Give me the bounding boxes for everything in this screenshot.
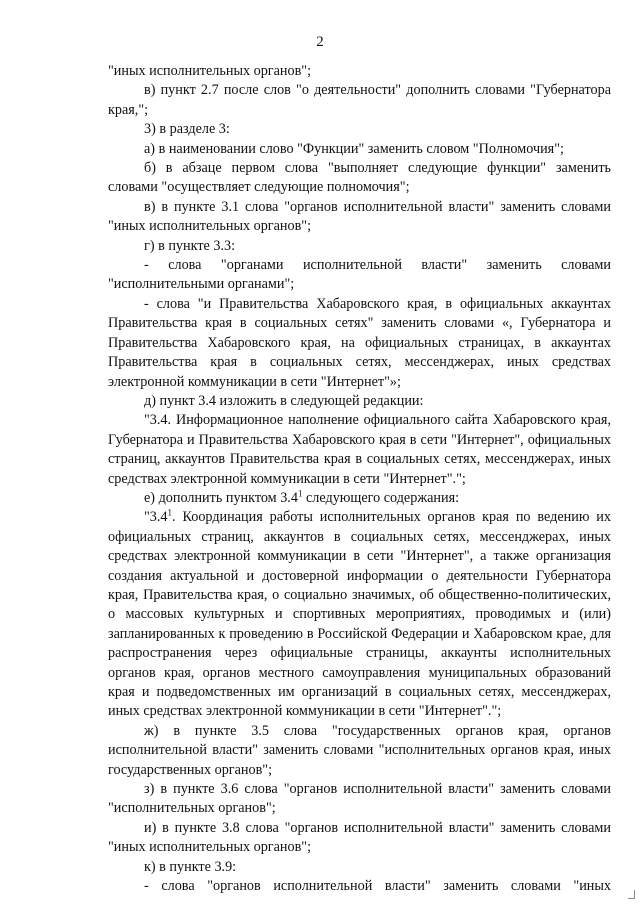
scan-edge-mark bbox=[628, 890, 635, 899]
paragraph-text-before: е) дополнить пунктом 3.4 bbox=[144, 489, 298, 506]
paragraph bbox=[108, 508, 611, 721]
document-body bbox=[108, 62, 611, 896]
paragraph: з) в пункте 3.6 слова "органов исполнительной власти" заменить словами "исполнительных органов"; bbox=[108, 781, 611, 817]
page-number: 2 bbox=[316, 34, 324, 50]
paragraph: а) в наименовании слово "Функции" заменить словом "Полномочия"; bbox=[144, 140, 564, 157]
paragraph: к) в пункте 3.9: bbox=[144, 858, 237, 875]
paragraph: "иных исполнительных органов"; bbox=[108, 63, 312, 79]
paragraph bbox=[108, 489, 611, 508]
paragraph-text-after: следующего содержания: bbox=[302, 489, 460, 506]
paragraph: в) пункт 2.7 после слов "о деятельности" дополнить словами "Губернатора края,"; bbox=[108, 82, 611, 118]
paragraph-text-before: "3.4 bbox=[144, 509, 168, 526]
paragraph: г) в пункте 3.3: bbox=[144, 237, 236, 254]
paragraph: ж) в пункте 3.5 слова "государственных органов края, органов исполнительной власти" заменить словами "исполнительных органов края, иных государственных органов"; bbox=[108, 722, 611, 778]
paragraph: "3.4. Информационное наполнение официального сайта Хабаровского края, Губернатора и Правительства Хабаровского края в сети "Интернет", официальных страниц, аккаунтов Правительства края в социальных сетях, мессенджерах, иных средствах электронной коммуникации в сети "Интернет"."; bbox=[108, 412, 611, 487]
paragraph: 3) в разделе 3: bbox=[144, 121, 230, 138]
paragraph-trailing: - слова "органов исполнительной власти" заменить словами "иных bbox=[144, 878, 611, 895]
paragraph: в) в пункте 3.1 слова "органов исполнительной власти" заменить словами "иных исполнительных органов"; bbox=[108, 198, 611, 235]
paragraph-text-after: . Координация работы исполнительных органов края по ведению их официальных страниц, аккаунтов в социальных сетях, мессенджерах, иных средствах электронной коммуникации в сети "Интернет", а также организация создания актуальной и достоверной информации о деятельности Губернатора края, Правительства края, о социально значимых, об общественно-политических, о массовых культурных и спортивных мероприятиях, проводимых и (или) запланированных к проведению в Российской Федерации и Хабаровском крае, для распространения через официальные страницы, аккаунты исполнительных органов края, органов местного самоуправления муниципальных образований края и подведомственных им организаций в социальных сетях, мессенджерах, иных средствах электронной коммуникации в сети "Интернет"."; bbox=[108, 509, 611, 720]
paragraph: б) в абзаце первом слова "выполняет следующие функции" заменить словами "осуществляет следующие полномочия"; bbox=[108, 160, 611, 196]
paragraph: и) в пункте 3.8 слова "органов исполнительной власти" заменить словами "иных исполнительных органов"; bbox=[108, 819, 611, 856]
paragraph: д) пункт 3.4 изложить в следующей редакции: bbox=[144, 392, 424, 409]
superscript: 1 bbox=[297, 488, 303, 499]
paragraph: - слова "и Правительства Хабаровского края, в официальных аккаунтах Правительства края в социальных сетях" заменить словами «, Губернатора и Правительства Хабаровского края, на официальных страницах, в аккаунтах Правительства края в социальных сетях, мессенджерах, иных средствах электронной коммуникации в сети "Интернет"»; bbox=[108, 295, 611, 390]
paragraph: - слова "органами исполнительной власти" заменить словами "исполнительными органами"; bbox=[108, 257, 611, 293]
superscript: 1 bbox=[167, 507, 173, 518]
